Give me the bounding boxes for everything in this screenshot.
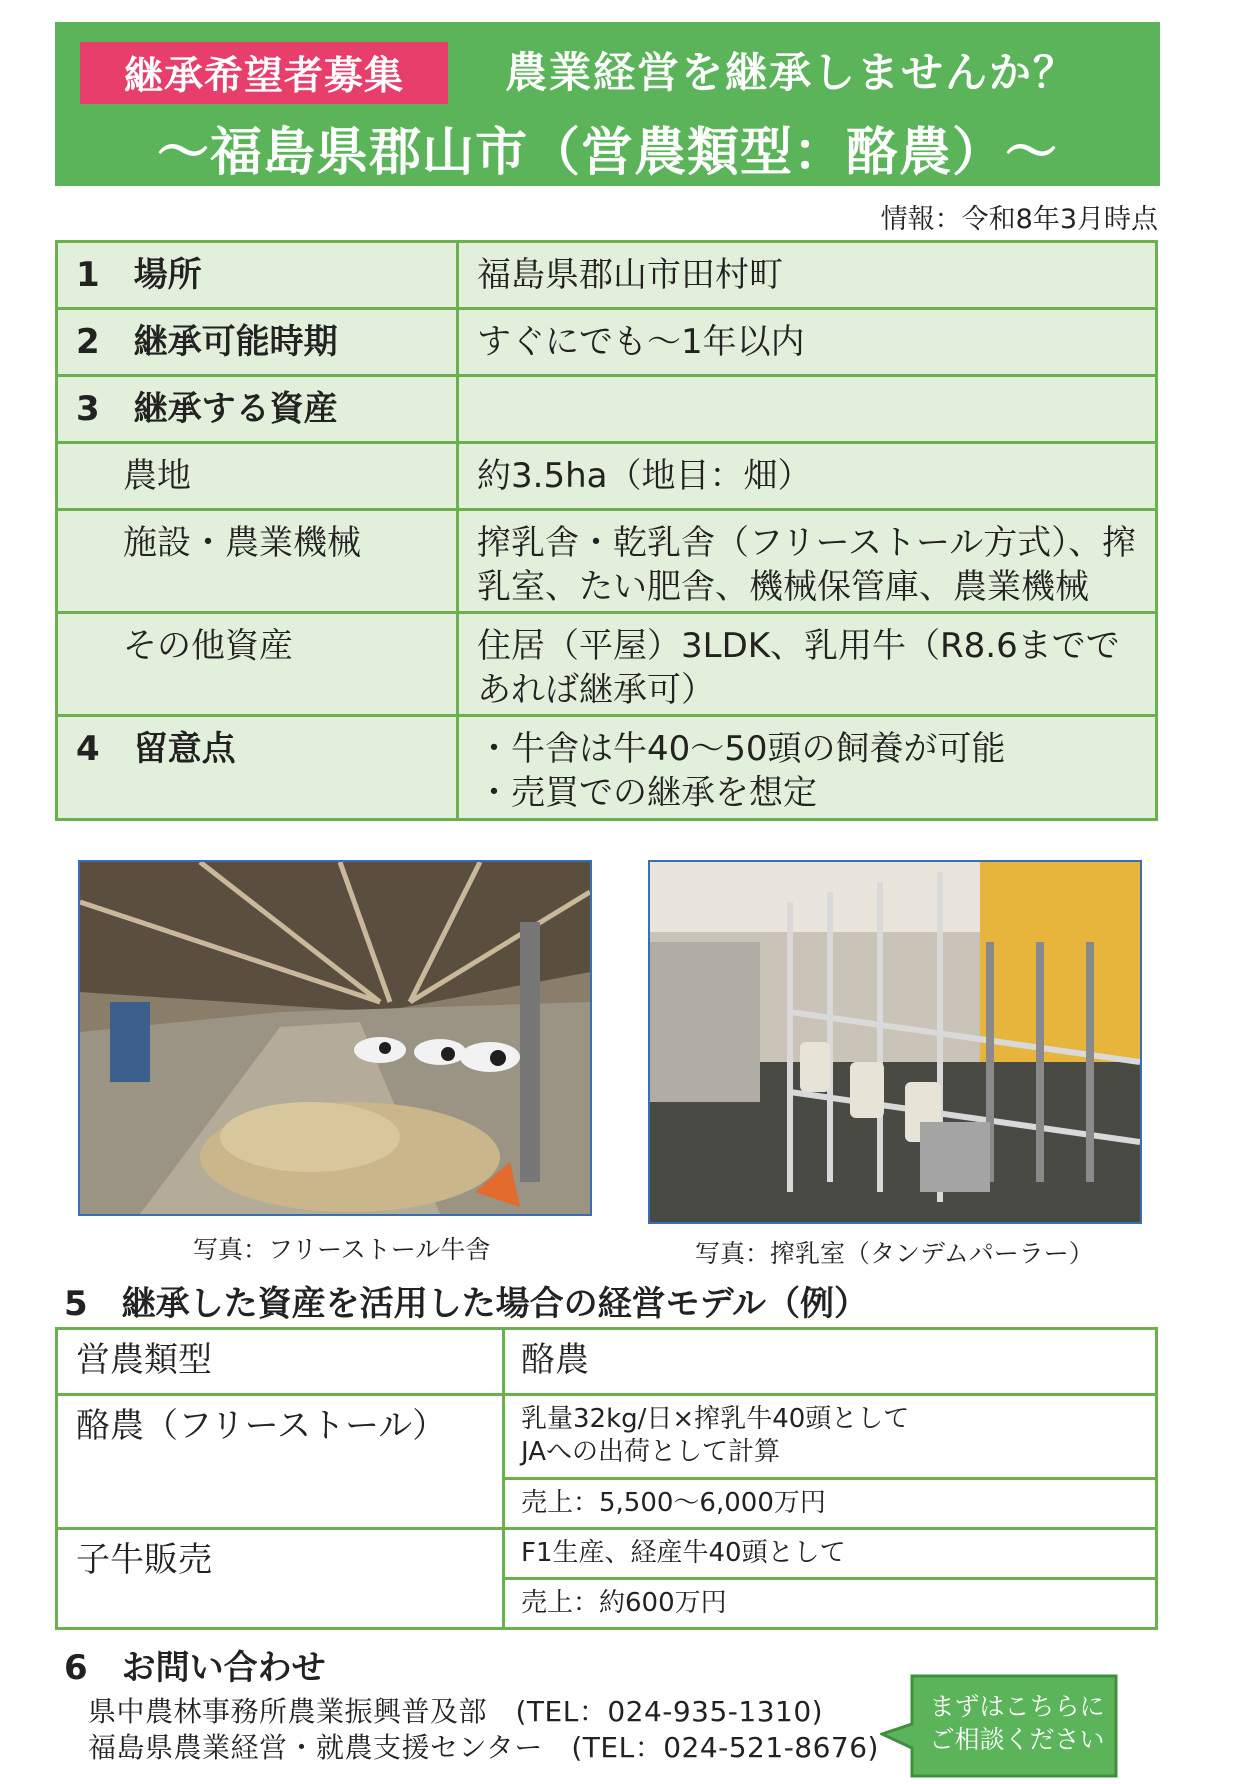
contact-line-2: 福島県農業経営・就農支援センター (TEL：024-521-8676) <box>88 1731 879 1764</box>
section5-title: 5 継承した資産を活用した場合の経営モデル（例） <box>64 1284 868 1324</box>
header-banner <box>55 22 1160 186</box>
section6-title: 6 お問い合わせ <box>64 1648 326 1688</box>
barn-photo-caption: 写真：フリーストール牛舎 <box>193 1235 491 1264</box>
row-value: 住居（平屋）3LDK、乳用牛（R8.6までであれば継承可） <box>458 613 1157 716</box>
model-calf-sales: 売上：約600万円 <box>504 1579 1157 1629</box>
model-calf-calc: F1生産、経産牛40頭として <box>504 1529 1157 1579</box>
row-key: 農地 <box>57 443 458 510</box>
row-key: 3 継承する資産 <box>57 376 458 443</box>
table-row <box>57 443 1157 510</box>
row-key: 2 継承可能時期 <box>57 309 458 376</box>
table-row <box>57 1395 1157 1479</box>
row-value: ・牛舎は牛40～50頭の飼養が可能 ・売買での継承を想定 <box>458 716 1157 820</box>
table-row <box>57 716 1157 820</box>
model-row-calf: 子牛販売 <box>57 1529 504 1629</box>
row-value <box>458 376 1157 443</box>
table-row <box>57 1329 1157 1395</box>
parlor-photo <box>648 860 1142 1224</box>
table-row <box>57 1529 1157 1579</box>
model-header-type: 営農類型 <box>57 1329 504 1395</box>
table-row <box>57 376 1157 443</box>
table-row <box>57 510 1157 613</box>
row-value: すぐにでも～1年以内 <box>458 309 1157 376</box>
row-key: 施設・農業機械 <box>57 510 458 613</box>
row-value: 搾乳舎・乾乳舎（フリーストール方式）、搾乳室、たい肥舎、機械保管庫、農業機械 <box>458 510 1157 613</box>
row-value: 約3.5ha（地目：畑） <box>458 443 1157 510</box>
info-table <box>55 240 1158 821</box>
bubble-text: まずはこちらに ご相談ください <box>929 1692 1105 1754</box>
table-row <box>57 309 1157 376</box>
table-row <box>57 613 1157 716</box>
row-key: その他資産 <box>57 613 458 716</box>
parlor-photo-caption: 写真：搾乳室（タンデムパーラー） <box>695 1239 1094 1268</box>
model-header-value: 酪農 <box>504 1329 1157 1395</box>
barn-photo <box>78 860 592 1216</box>
model-table <box>55 1327 1158 1630</box>
row-key: 4 留意点 <box>57 716 458 820</box>
recruit-badge: 継承希望者募集 <box>80 42 448 104</box>
row-key: 1 場所 <box>57 242 458 309</box>
model-row-dairy: 酪農（フリーストール） <box>57 1395 504 1529</box>
model-dairy-sales: 売上：5,500～6,000万円 <box>504 1479 1157 1529</box>
contact-line-1: 県中農林事務所農業振興普及部 (TEL：024-935-1310) <box>88 1695 824 1728</box>
row-value: 福島県郡山市田村町 <box>458 242 1157 309</box>
header-title: 農業経営を継承しませんか？ <box>505 48 1078 97</box>
header-subtitle: ～福島県郡山市（営農類型：酪農）～ <box>156 123 1058 183</box>
info-date: 情報：令和8年3月時点 <box>880 204 1158 235</box>
model-dairy-calc: 乳量32kg/日×搾乳牛40頭として JAへの出荷として計算 <box>504 1395 1157 1479</box>
table-row <box>57 242 1157 309</box>
